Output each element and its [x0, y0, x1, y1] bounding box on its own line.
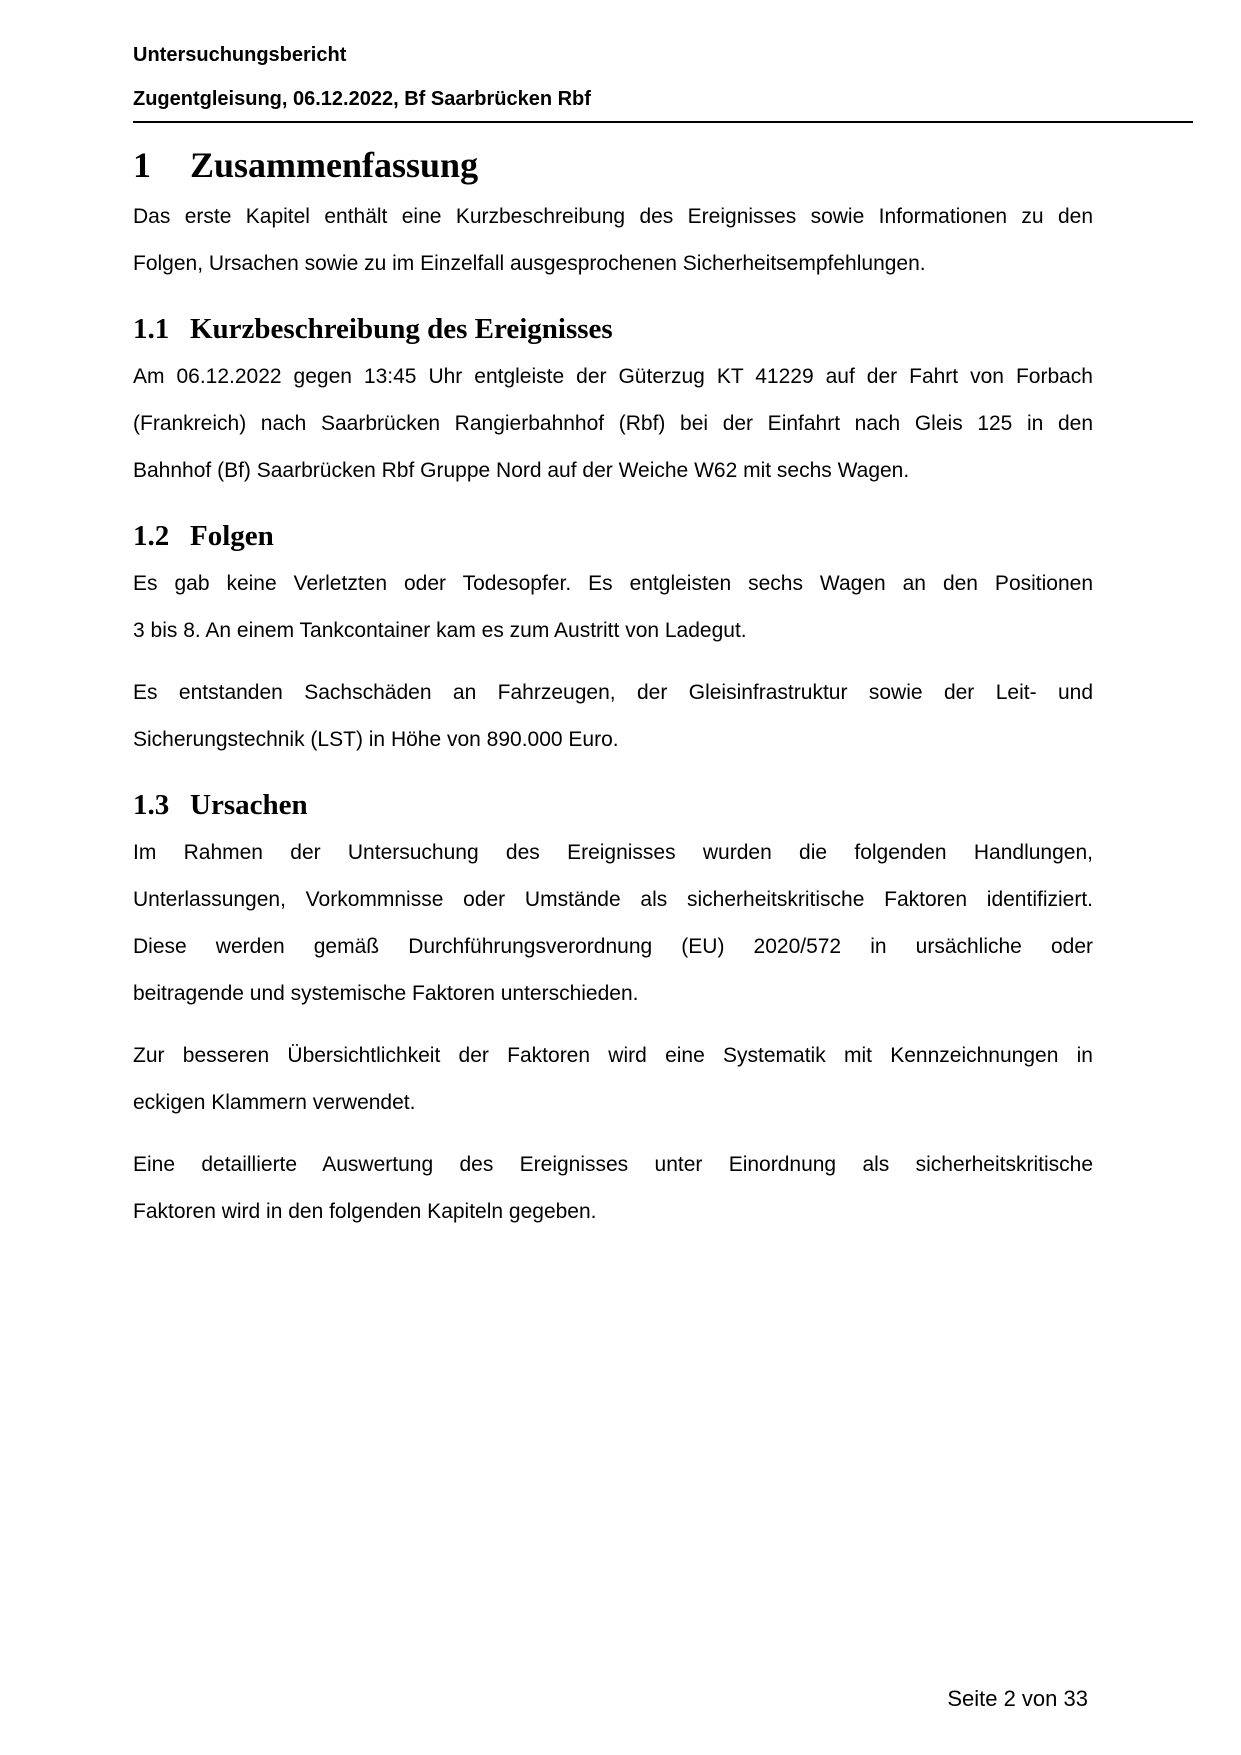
paragraph [133, 560, 1093, 654]
body-line: 3 bis 8. An einem Tankcontainer kam es zum Austritt von Ladegut. [133, 619, 747, 642]
body-line: Eine detaillierte Auswertung des Ereignisses unter Einordnung als sicherheitskritische [133, 1153, 1093, 1176]
section-number: 1.2 [133, 520, 170, 552]
section-number: 1 [133, 145, 151, 185]
section-number: 1.3 [133, 789, 170, 821]
body-line: beitragende und systemische Faktoren unterschieden. [133, 982, 639, 1005]
body-line: Am 06.12.2022 gegen 13:45 Uhr entgleiste der Güterzug KT 41229 auf der Fahrt von Forbach [133, 365, 1093, 388]
paragraph [133, 829, 1093, 1017]
body-line: Das erste Kapitel enthält eine Kurzbeschreibung des Ereignisses sowie Informationen zu den [133, 205, 1093, 228]
running-header-report-title: Zugentgleisung, 06.12.2022, Bf Saarbrücken Rbf [133, 88, 591, 110]
body-line: Im Rahmen der Untersuchung des Ereignisses wurden die folgenden Handlungen, [133, 841, 1093, 864]
paragraph [133, 669, 1093, 763]
body-line: Zur besseren Übersichtlichkeit der Faktoren wird eine Systematik mit Kennzeichnungen in [133, 1044, 1093, 1067]
body-line: Folgen, Ursachen sowie zu im Einzelfall ausgesprochenen Sicherheitsempfehlungen. [133, 252, 926, 275]
body-line: Bahnhof (Bf) Saarbrücken Rbf Gruppe Nord auf der Weiche W62 mit sechs Wagen. [133, 459, 910, 482]
body-line: Faktoren wird in den folgenden Kapiteln gegeben. [133, 1200, 597, 1223]
section-title: Kurzbeschreibung des Ereignisses [190, 313, 613, 345]
paragraph [133, 193, 1093, 287]
body-line: eckigen Klammern verwendet. [133, 1091, 416, 1114]
section-title: Zusammenfassung [190, 145, 479, 185]
section-heading-1-1 [133, 314, 613, 345]
running-header-doc-type: Untersuchungsbericht [133, 44, 347, 66]
body-line: Es gab keine Verletzten oder Todesopfer. Es entgleisten sechs Wagen an den Positionen [133, 572, 1093, 595]
section-heading-1-3 [133, 790, 308, 821]
body-line: Diese werden gemäß Durchführungsverordnung (EU) 2020/572 in ursächliche oder [133, 935, 1093, 958]
paragraph [133, 353, 1093, 494]
section-heading-1 [133, 146, 478, 184]
section-title: Folgen [190, 520, 274, 552]
paragraph [133, 1141, 1093, 1235]
header-rule [133, 121, 1193, 123]
paragraph [133, 1032, 1093, 1126]
section-title: Ursachen [190, 789, 308, 821]
section-number: 1.1 [133, 313, 170, 345]
body-line: Unterlassungen, Vorkommnisse oder Umstände als sicherheitskritische Faktoren identifiziert. [133, 888, 1093, 911]
body-line: Sicherungstechnik (LST) in Höhe von 890.000 Euro. [133, 728, 619, 751]
body-line: (Frankreich) nach Saarbrücken Rangierbahnhof (Rbf) bei der Einfahrt nach Gleis 125 in den [133, 412, 1093, 435]
body-line: Es entstanden Sachschäden an Fahrzeugen, der Gleisinfrastruktur sowie der Leit- und [133, 681, 1093, 704]
page-number-footer: Seite 2 von 33 [947, 1686, 1088, 1711]
section-heading-1-2 [133, 521, 274, 552]
